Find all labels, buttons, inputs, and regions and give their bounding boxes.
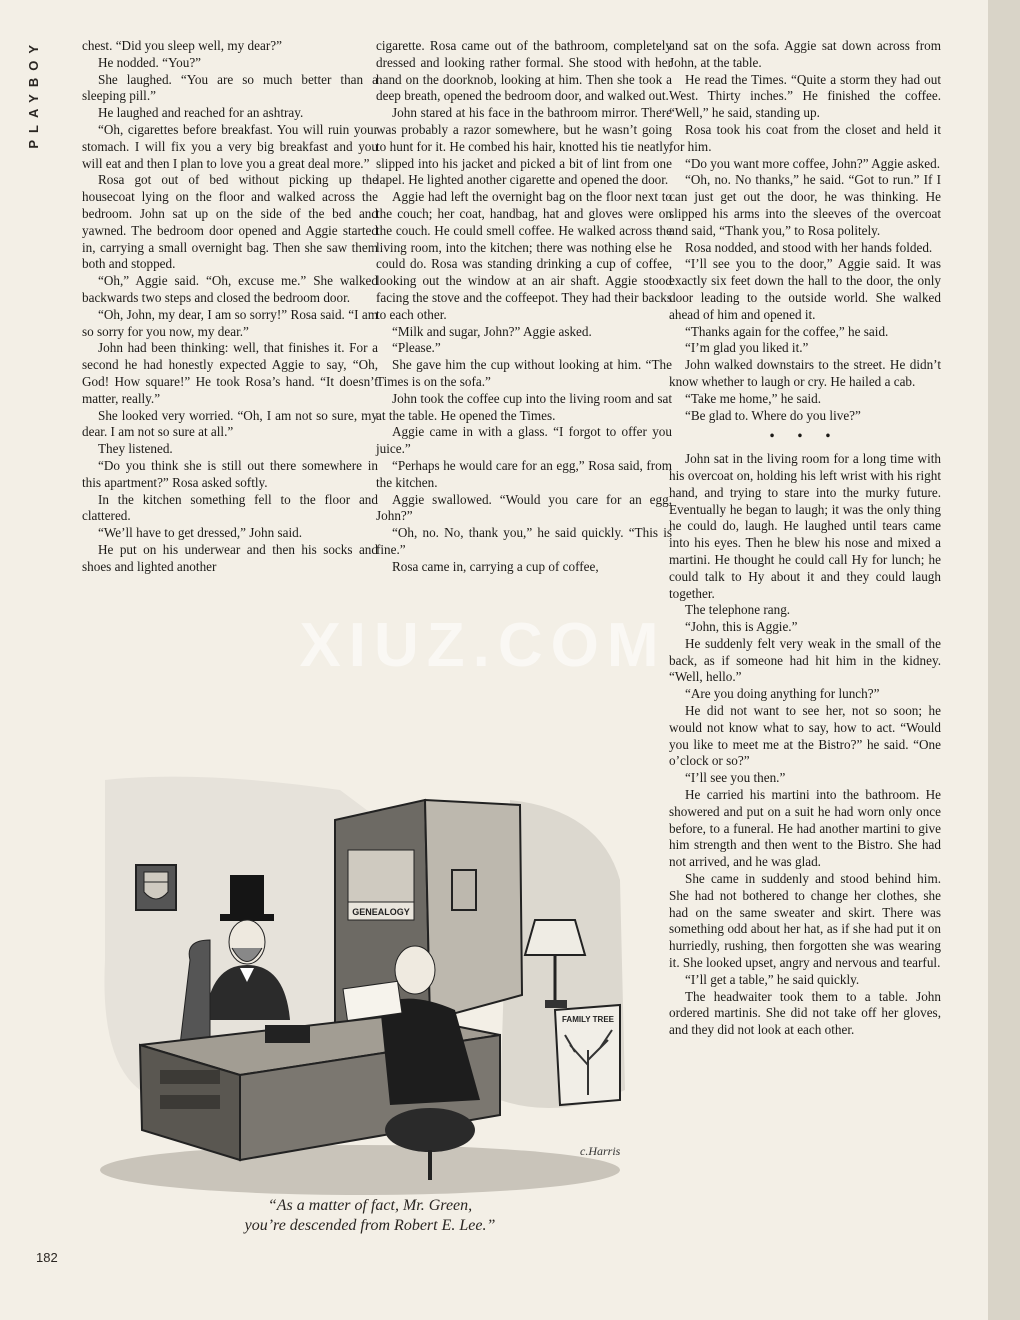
cartoon-caption <box>150 1196 590 1236</box>
paragraph: She gave him the cup without looking at him. “The Times is on the sofa.” <box>376 357 672 389</box>
coat-of-arms-frame <box>136 865 176 910</box>
paragraph: In the kitchen something fell to the floor and clattered. <box>82 491 378 524</box>
paragraph: “I’ll see you to the door,” Aggie said. It was exactly six feet down the hall to the door, the only door leading to the outside world. She walked ahead of him and opened it. <box>669 256 941 322</box>
paragraph: Rosa came in, carrying a cup of coffee, <box>392 558 599 574</box>
paragraph: He did not want to see her, not so soon; he would not know what to say, how to act. “Would you like to meet me at the Bistro?” he said. “One o’clock or so?” <box>669 703 941 769</box>
paragraph: chest. “Did you sleep well, my dear?” <box>82 38 282 53</box>
paragraph: Aggie swallowed. “Would you care for an egg, John?” <box>376 491 672 524</box>
paragraph: “Do you want more coffee, John?” Aggie asked. <box>685 155 940 171</box>
paragraph: “Milk and sugar, John?” Aggie asked. <box>392 323 592 339</box>
paragraph: Aggie had left the overnight bag on the floor next to the couch; her coat, handbag, hat and gloves were on the couch. He could smell coffee. He walked across the living room, into the kitchen; there was nothing else he could do. Rosa was standing drinking a cup of coffee, looking out the window at an air shaft. Aggie stood facing the stove and the coffeepot. They had their backs to each other. <box>376 189 672 322</box>
text-column-2 <box>376 38 672 576</box>
paragraph: John sat in the living room for a long time with his overcoat on, holding his left wrist with his right hand, and trying to stare into the murky future. Eventually he began to laugh; it was the only thing he could do, laugh. He laughed until tears came into his eyes. Then he blew his nose and mixed a martini. He thought he could call Hy for lunch; he could talk to Hy about it and they could laugh together. <box>669 451 941 601</box>
paragraph: “Perhaps he would care for an egg,” Rosa said, from the kitchen. <box>376 457 672 490</box>
paragraph: She came in suddenly and stood behind him. She had not bothered to change her clothes, she had on the same sweater and skirt. There was something odd about her hat, as if she had put it on hurriedly, rushing, then forgotten she was wearing it. She looked upset, angry and nervous and tearful. <box>669 871 941 971</box>
paragraph: She looked very worried. “Oh, I am not so sure, my dear. I am not so sure at all.” <box>82 407 378 440</box>
paragraph: He carried his martini into the bathroom. He showered and put on a suit he had worn only once before, to a funeral. He had another martini to give him strength and then went to the Bistro. She had not arrived, and he was glad. <box>669 787 941 870</box>
text-column-1 <box>82 38 378 576</box>
page-edge <box>988 0 1020 1320</box>
cartoon-illustration <box>80 760 660 1200</box>
page-number: 182 <box>36 1250 58 1265</box>
paragraph: “Are you doing anything for lunch?” <box>685 686 880 702</box>
paragraph: He read the Times. “Quite a storm they had out West. Thirty inches.” He finished the coffee. “Well,” he said, standing up. <box>669 71 941 121</box>
paragraph: “Take me home,” he said. <box>685 390 822 406</box>
paragraph: cigarette. Rosa came out of the bathroom, completely dressed and looking rather formal. She stood with her hand on the doorknob, looking at him. Then she took a deep breath, opened the bedroom door, and walked out. <box>376 38 672 104</box>
paragraph: He laughed and reached for an ashtray. <box>98 105 304 121</box>
door-sign-text: GENEALOGY <box>352 907 410 917</box>
masthead-text: PLAYBOY <box>26 38 41 149</box>
chart-label-text: FAMILY TREE <box>561 1015 615 1024</box>
paragraph: The headwaiter took them to a table. John ordered martinis. She did not take off her gloves, and they did not look at each other. <box>669 988 941 1038</box>
paragraph: The telephone rang. <box>685 602 791 618</box>
masthead <box>26 38 58 188</box>
paragraph: John walked downstairs to the street. He didn’t know whether to laugh or cry. He hailed a cab. <box>669 357 941 389</box>
paragraph: “Please.” <box>392 340 441 356</box>
paragraph: Rosa took his coat from the closet and held it for him. <box>669 121 941 154</box>
paragraph: John took the coffee cup into the living room and sat at the table. He opened the Times. <box>376 390 672 423</box>
paragraph: They listened. <box>98 441 173 457</box>
paragraph: “Oh, no. No thanks,” he said. “Got to run.” If I can just get out the door, he was thinking. He slipped his arms into the sleeves of the overcoat and said, “Thank you,” to Rosa politely. <box>669 172 941 238</box>
paragraph: “I’ll see you then.” <box>685 770 786 786</box>
paragraph: “Be glad to. Where do you live?” <box>685 407 861 423</box>
text-column-3 <box>669 38 941 1039</box>
paragraph: John stared at his face in the bathroom mirror. There was probably a razor somewhere, but he wasn’t going to hunt for it. He combed his hair, knotted his tie neatly, slipped into his jacket and picked a bit of lint from one lapel. He lighted another cigarette and opened the door. <box>376 105 672 188</box>
paragraph: He suddenly felt very weak in the small of the back, as if someone had hit him in the kidney. “Well, hello.” <box>669 635 941 685</box>
paragraph: She laughed. “You are so much better than a sleeping pill.” <box>82 71 378 104</box>
paragraph: “Oh,” Aggie said. “Oh, excuse me.” She walked backwards two steps and closed the bedroom door. <box>82 273 378 305</box>
paragraph: “Do you think she is still out there somewhere in this apartment?” Rosa asked softly. <box>82 457 378 490</box>
watermark: XIUZ.COM <box>299 611 667 680</box>
paragraph: He put on his underwear and then his socks and shoes and lighted another <box>82 541 378 574</box>
paragraph: “Oh, cigarettes before breakfast. You will ruin your stomach. I will fix you a very big breakfast and you will eat and then I plan to love you a great deal more.” <box>82 121 378 171</box>
paragraph: “I’m glad you liked it.” <box>685 340 809 356</box>
section-break: • • • <box>769 428 841 444</box>
cartoon-signature: c.Harris <box>580 1144 621 1158</box>
paragraph: John had been thinking: well, that finishes it. For a second he had honestly expected Aggie to say, “Oh, God! How square!” He took Rosa’s hand. “It doesn’t matter, really.” <box>82 340 378 406</box>
paragraph: He nodded. “You?” <box>98 54 202 70</box>
caption-line-2: you’re descended from Robert E. Lee.” <box>244 1217 496 1234</box>
paragraph: “I’ll get a table,” he said quickly. <box>685 971 860 987</box>
paragraph: “Oh, no. No, thank you,” he said quickly. “This is fine.” <box>376 525 672 557</box>
paragraph: Aggie came in with a glass. “I forgot to offer you juice.” <box>376 424 672 457</box>
paragraph: “Thanks again for the coffee,” he said. <box>685 323 889 339</box>
paragraph: Rosa got out of bed without picking up the housecoat lying on the floor and walked across the bedroom. John sat up on the side of the bed and yawned. The bedroom door opened and Aggie started in, carrying a small overnight bag. Then she saw them both and stopped. <box>82 172 378 272</box>
paragraph: “We’ll have to get dressed,” John said. <box>98 525 303 541</box>
paragraph: “John, this is Aggie.” <box>685 619 798 635</box>
family-tree-chart <box>555 1005 620 1105</box>
paragraph: “Oh, John, my dear, I am so sorry!” Rosa said. “I am so sorry for you now, my dear.” <box>82 306 378 339</box>
paragraph: and sat on the sofa. Aggie sat down across from John, at the table. <box>669 38 941 70</box>
paragraph: Rosa nodded, and stood with her hands folded. <box>685 239 933 255</box>
caption-line-1: “As a matter of fact, Mr. Green, <box>267 1197 473 1214</box>
